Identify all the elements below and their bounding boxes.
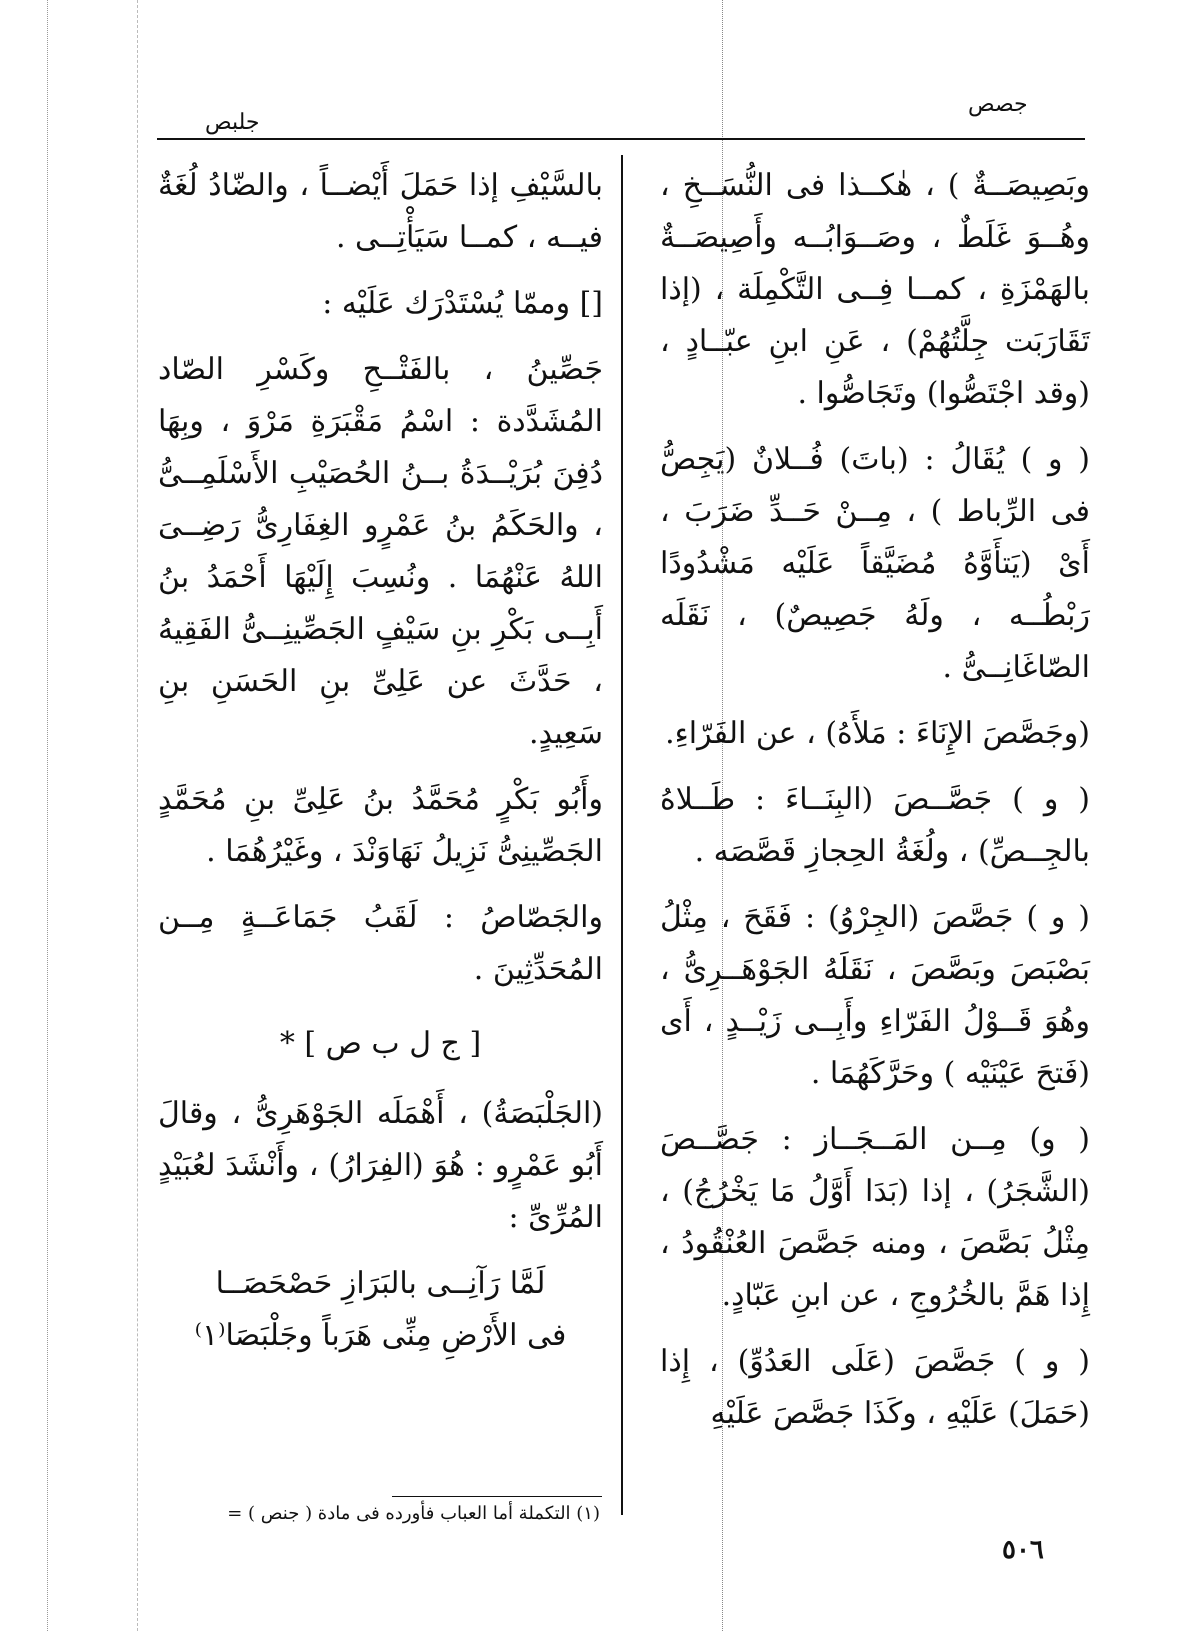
right-column	[660, 160, 1090, 1454]
paragraph: (وجَصَّصَ الإِنَاءَ : مَلأَهُ) ، عن الفَرّاءِ.	[665, 716, 1090, 751]
paragraph: وبَصِيصَــةٌ ) ، هٰكــذا فى النُّسَــخِ ، وهُــوَ غَلَطٌ ، وصَــوَابُــه وأَصِيصَــةٌ بالهَمْزَةِ ، كمــا فِــى التَّكْمِلَة ، (إذا تَقَارَبَت جِلَّتُهُمْ) ، عَنِ ابنِ عبّــادٍ ، (وقد اجْتَصُّوا) وتَجَاصُّوا .	[660, 168, 1090, 411]
paragraph: ( و ) جَصَّصَ (الجِرْوُ) : فَقَحَ ، مِثْلُ بَصْبَصَ وبَصَّصَ ، نَقَلَهُ الجَوْهَــرِىُّ ، وهُوَ قَــوْلُ الفَرّاءِ وأَبِــى زَيْــدٍ ، أَى (فَتحَ عَيْنَيْه ) وحَرَّكَهُمَا .	[660, 900, 1090, 1091]
footnote: (١) التكملة أما العباب فأورده فى مادة ( جنص ) =	[227, 1503, 600, 1524]
header-rule	[157, 138, 1085, 140]
paragraph: والجَصّاصُ : لَقَبُ جَمَاعَــةٍ مِــن المُحَدِّثِينَ .	[158, 900, 603, 987]
scan-dotted-guide	[47, 0, 48, 1631]
running-head-left: جلبص	[205, 110, 260, 135]
entry-heading: [ ج ل ب ص ] *	[279, 1026, 482, 1061]
scan-dotted-guide	[137, 0, 138, 1631]
paragraph: ( و ) جَصَّصَ (عَلَى العَدُوِّ) ، إِذا (حَمَلَ) عَلَيْهِ ، وكَذَا جَصَّصَ عَلَيْهِ	[660, 1344, 1090, 1431]
paragraph: ( و) مِــن المَــجَــاز : جَصَّــصَ (الشَّجَرُ) ، إذا (بَدَا أَوَّلُ مَا يَخْرُجُ) ، مِثْلُ بَصَّصَ ، ومنه جَصَّصَ العُنْقُودُ ، إِذا هَمَّ بالخُرُوجِ ، عن ابنِ عَبّادٍ.	[660, 1122, 1090, 1313]
verse-line: لَمَّا رَآنِــى بالبَرَازِ حَصْحَصَــا	[215, 1266, 546, 1301]
paragraph: وأَبُو بَكْرٍ مُحَمَّدُ بنُ عَلِىِّ بنِ مُحَمَّدٍ الجَصِّينِىُّ نَزِيلُ نَهَاوَنْدَ ، وغَيْرُهُمَا .	[158, 782, 603, 869]
verse-line: فى الأَرْضِ مِنِّى هَرَباً وجَلْبَصَا⁽١⁾	[194, 1318, 567, 1353]
paragraph: [] وممّا يُسْتَدْرَك عَلَيْه :	[322, 286, 603, 321]
column-divider	[621, 155, 623, 1515]
paragraph: ( و ) جَصَّــصَ (البِنَــاءَ : طَــلاهُ بالجِــصِّ) ، ولُغَةُ الحِجازِ قَصَّصَه .	[660, 782, 1090, 869]
left-column	[158, 160, 603, 1362]
page-number: ٥٠٦	[1002, 1535, 1044, 1565]
paragraph: جَصِّينُ ، بالفَتْــحِ وكَسْرِ الصّاد المُشَدَّدة : اسْمُ مَقْبَرَةِ مَرْوَ ، وبِهَا دُفِنَ بُرَيْــدَةُ بــنُ الحُصَيْبِ الأَسْلَمِــىُّ ، والحَكَمُ بنُ عَمْرٍو الغِفَارِىُّ رَضِــىَ اللهُ عَنْهُمَا . ونُسِبَ إِلَيْهَا أَحْمَدُ بنُ أَبِــى بَكْرِ بنِ سَيْفٍ الجَصِّينِــىُّ الفَقِيهُ ، حَدَّثَ عن عَلِىِّ بنِ الحَسَنِ بنِ سَعِيدٍ.	[158, 352, 603, 751]
footnote-rule	[392, 1496, 602, 1497]
paragraph: ( و ) يُقَالُ : (باتَ) فُــلانٌ (يَجِصُّ فى الرِّباط ) ، مِــنْ حَــدِّ ضَرَبَ ، أَىْ (يَتأَوَّهُ مُضَيَّقاً عَلَيْه مَشْدُودًا رَبْطُــه ، ولَهُ جَصِيصٌ) ، نَقَلَه الصّاغَانِــىُّ .	[660, 442, 1090, 685]
running-head-right: جصص	[968, 92, 1028, 117]
paragraph: (الجَلْبَصَةُ) ، أَهْمَلَه الجَوْهَرِىُّ ، وقالَ أَبُو عَمْرٍو : هُوَ (الفِرَارُ) ، وأَنْشَدَ لعُبَيْدٍ المُرِّىِّ :	[158, 1096, 603, 1235]
paragraph: بالسَّيْفِ إذا حَمَلَ أَيْضــاً ، والضّادُ لُغَةٌ فيــه ، كمــا سَيَأْتِــى .	[158, 168, 603, 255]
